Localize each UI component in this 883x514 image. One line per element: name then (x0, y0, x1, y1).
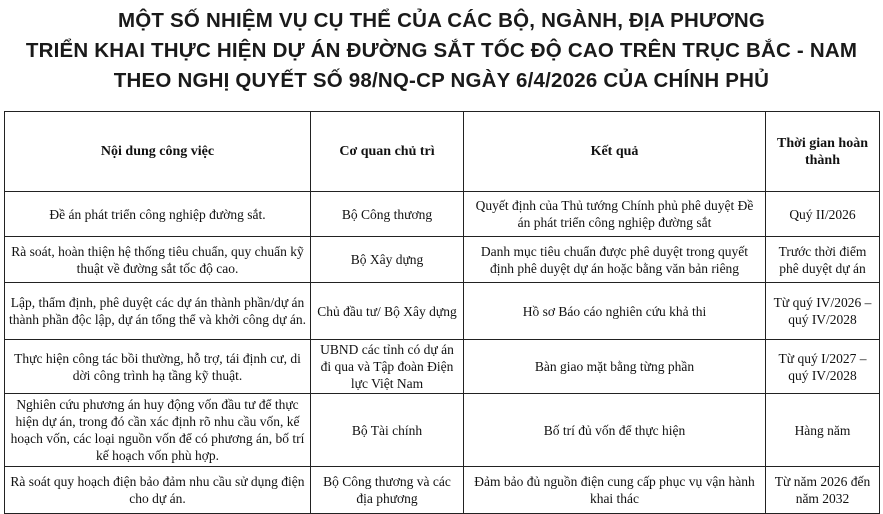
cell-result: Hồ sơ Báo cáo nghiên cứu khả thi (464, 283, 766, 340)
cell-agency: Chủ đầu tư/ Bộ Xây dựng (311, 283, 464, 340)
cell-time: Hàng năm (766, 394, 880, 467)
cell-agency: UBND các tỉnh có dự án đi qua và Tập đoàn Điện lực Việt Nam (311, 340, 464, 394)
cell-time: Từ quý I/2027 – quý IV/2028 (766, 340, 880, 394)
cell-result: Quyết định của Thủ tướng Chính phủ phê duyệt Đề án phát triển công nghiệp đường sắt (464, 192, 766, 237)
table-row (5, 394, 880, 467)
header-result: Kết quả (464, 112, 766, 192)
cell-task: Đề án phát triển công nghiệp đường sắt. (5, 192, 311, 237)
cell-time: Từ quý IV/2026 – quý IV/2028 (766, 283, 880, 340)
tasks-table (4, 111, 880, 514)
cell-task: Rà soát quy hoạch điện bảo đảm nhu cầu sử dụng điện cho dự án. (5, 467, 311, 514)
cell-task: Lập, thẩm định, phê duyệt các dự án thành phần/dự án thành phần độc lập, dự án tổng thể và khởi công dự án. (5, 283, 311, 340)
header-completion-time: Thời gian hoàn thành (766, 112, 880, 192)
title-line-2: TRIỂN KHAI THỰC HIỆN DỰ ÁN ĐƯỜNG SẮT TỐC ĐỘ CAO TRÊN TRỤC BẮC - NAM (25, 39, 858, 62)
table-row (5, 340, 880, 394)
cell-time: Quý II/2026 (766, 192, 880, 237)
cell-time: Từ năm 2026 đến năm 2032 (766, 467, 880, 514)
cell-time: Trước thời điểm phê duyệt dự án (766, 237, 880, 283)
cell-task: Nghiên cứu phương án huy động vốn đầu tư để thực hiện dự án, trong đó cần xác định rõ nhu cầu vốn, kế hoạch vốn, các loại nguồn vốn để có phương án, bố trí kế hoạch vốn phù hợp. (5, 394, 311, 467)
cell-agency: Bộ Công thương và các địa phương (311, 467, 464, 514)
cell-result: Bố trí đủ vốn để thực hiện (464, 394, 766, 467)
table-row (5, 237, 880, 283)
cell-task: Thực hiện công tác bồi thường, hỗ trợ, tái định cư, di dời công trình hạ tầng kỹ thuật. (5, 340, 311, 394)
cell-agency: Bộ Xây dựng (311, 237, 464, 283)
title-line-3: THEO NGHỊ QUYẾT SỐ 98/NQ-CP NGÀY 6/4/2026 CỦA CHÍNH PHỦ (113, 69, 770, 92)
table-row (5, 192, 880, 237)
header-lead-agency: Cơ quan chủ trì (311, 112, 464, 192)
document-title (0, 6, 883, 96)
table-header-row (5, 112, 880, 192)
cell-result: Đảm bảo đủ nguồn điện cung cấp phục vụ vận hành khai thác (464, 467, 766, 514)
title-line-1: MỘT SỐ NHIỆM VỤ CỤ THỂ CỦA CÁC BỘ, NGÀNH, ĐỊA PHƯƠNG (118, 9, 765, 32)
cell-agency: Bộ Tài chính (311, 394, 464, 467)
cell-agency: Bộ Công thương (311, 192, 464, 237)
cell-task: Rà soát, hoàn thiện hệ thống tiêu chuẩn, quy chuẩn kỹ thuật về đường sắt tốc độ cao. (5, 237, 311, 283)
cell-result: Bàn giao mặt bằng từng phần (464, 340, 766, 394)
table-row (5, 283, 880, 340)
table-row (5, 467, 880, 514)
header-task-content: Nội dung công việc (5, 112, 311, 192)
cell-result: Danh mục tiêu chuẩn được phê duyệt trong quyết định phê duyệt dự án hoặc bằng văn bản riêng (464, 237, 766, 283)
